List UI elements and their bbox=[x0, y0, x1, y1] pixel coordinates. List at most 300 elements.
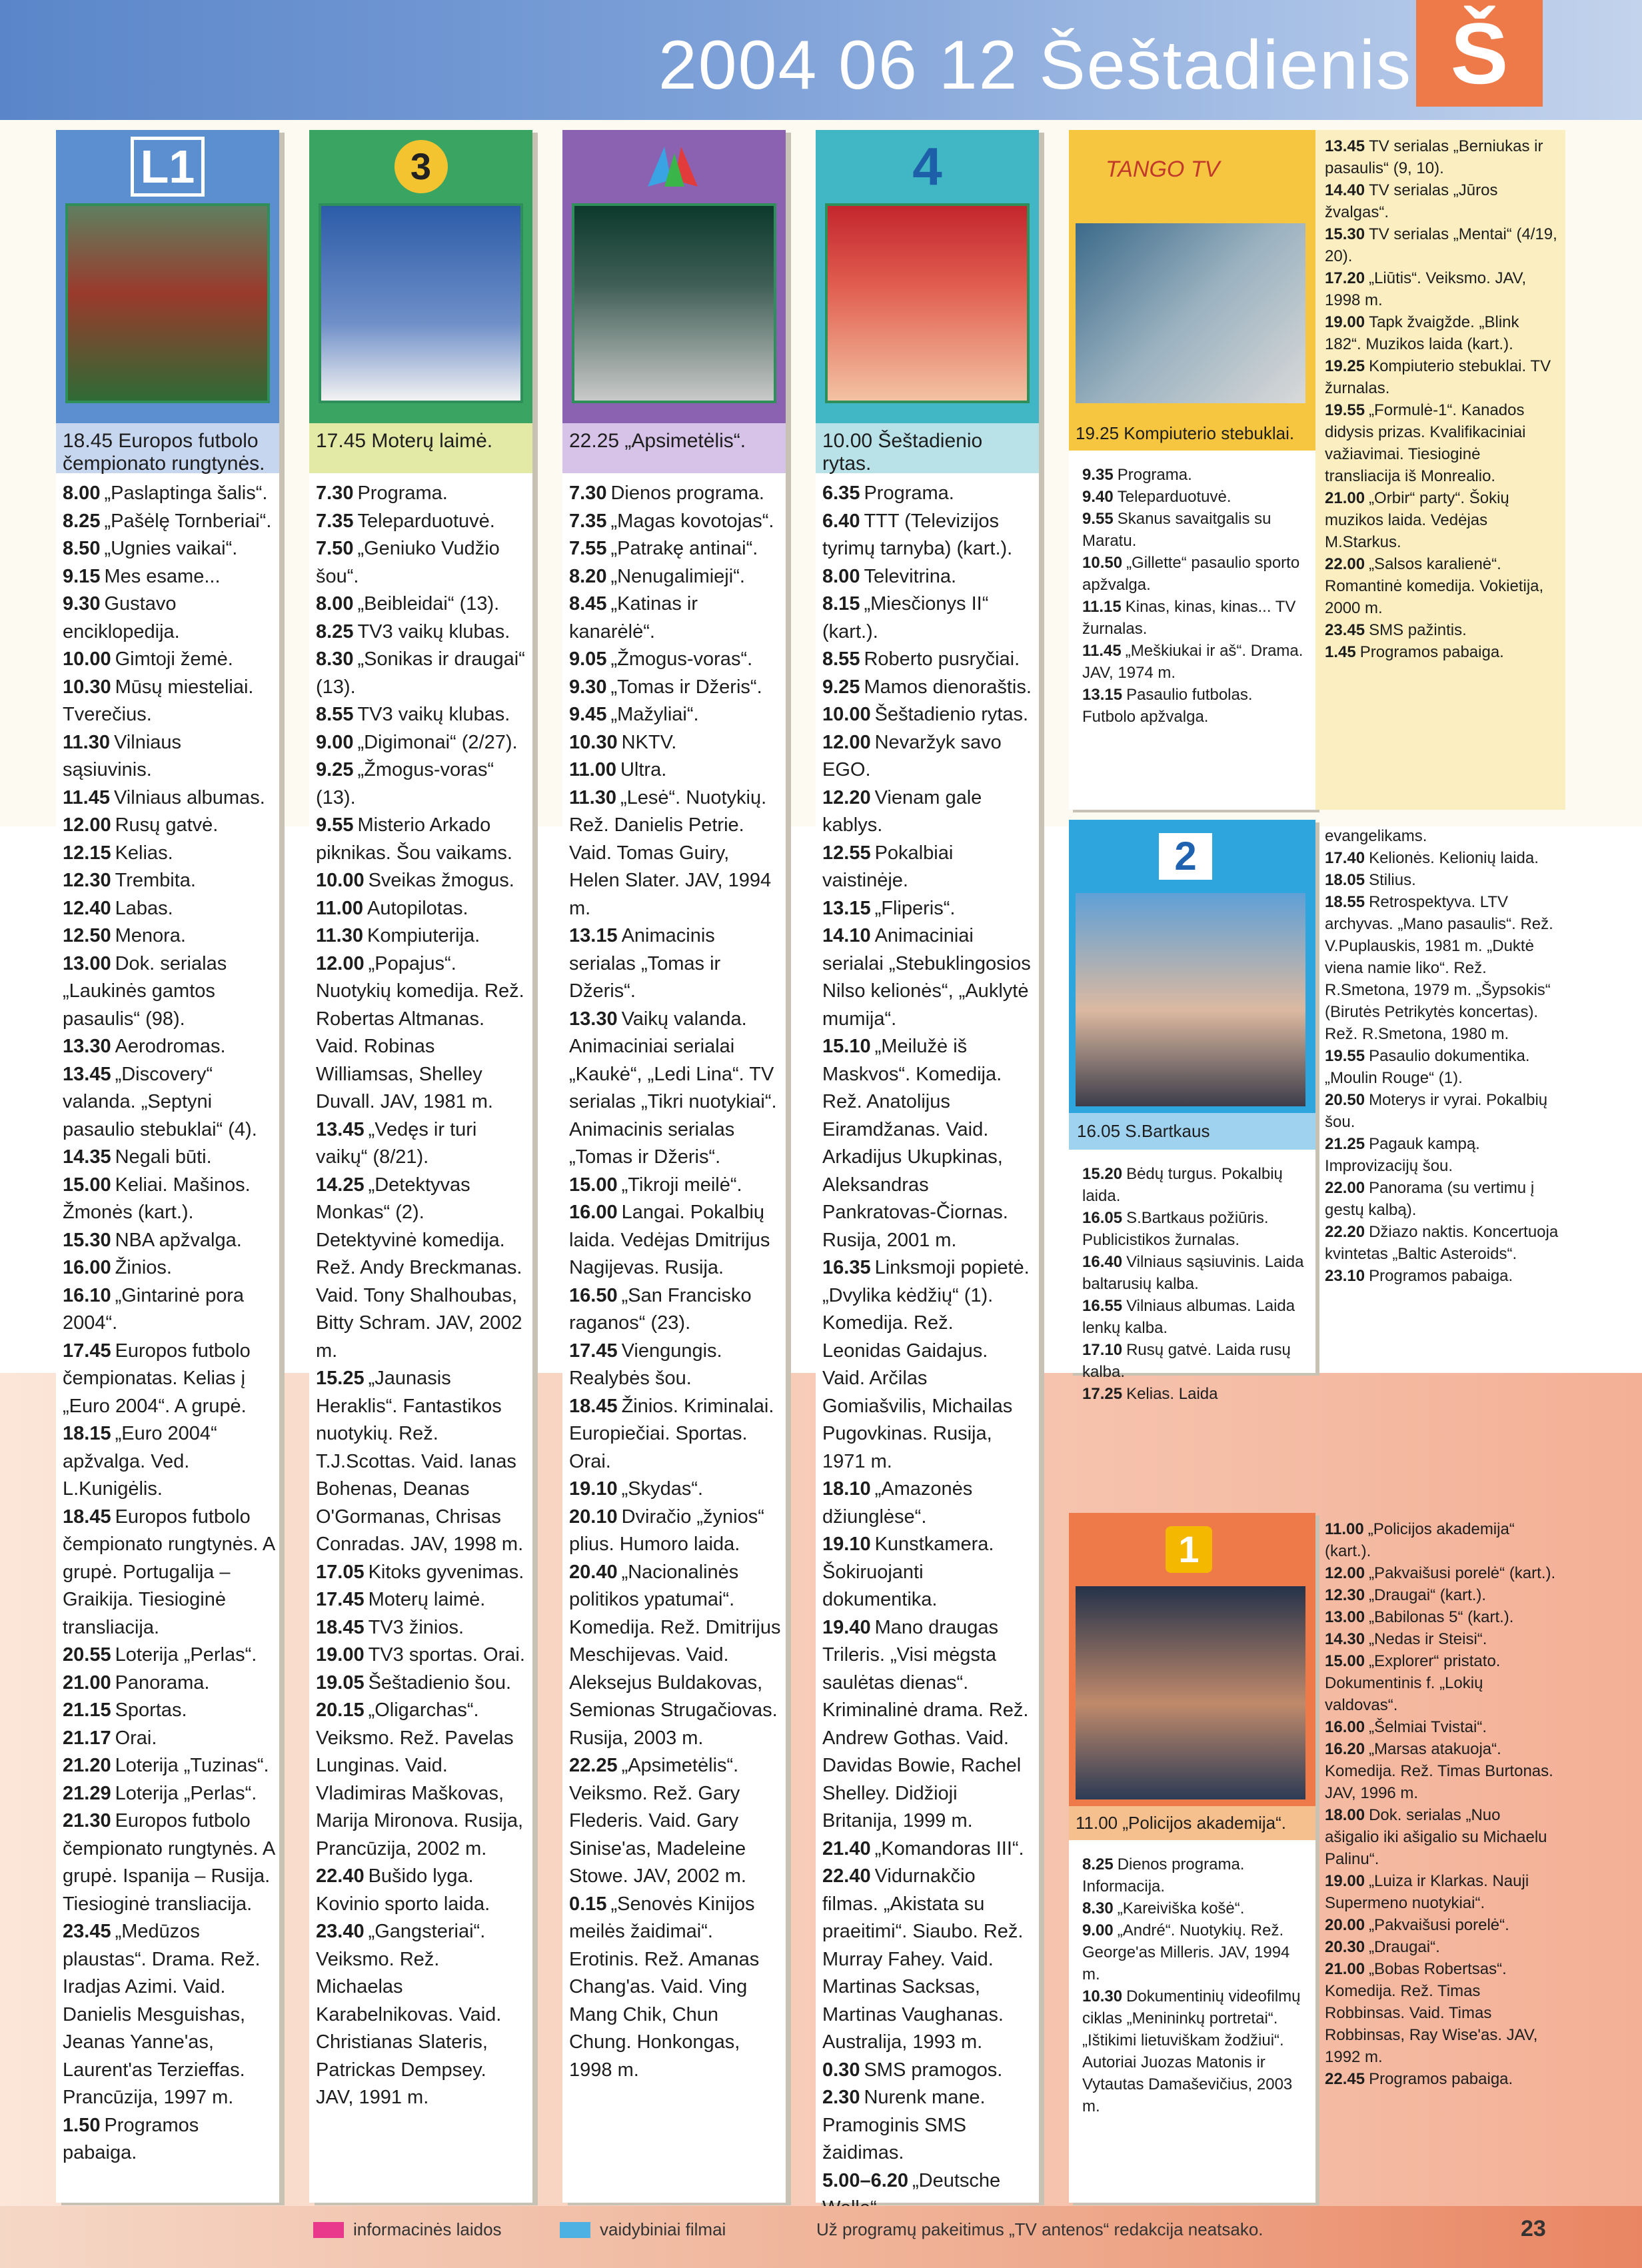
schedule-entry bbox=[1325, 891, 1559, 1045]
channel-header bbox=[309, 130, 532, 427]
schedule-title: „Patrakę antinai“. bbox=[610, 538, 758, 559]
schedule-time: 13.00 bbox=[1325, 1608, 1365, 1626]
presenter-photo bbox=[319, 203, 523, 403]
schedule-title: „Miesčionys II“ (kart.). bbox=[822, 593, 989, 642]
schedule-entry bbox=[316, 1116, 528, 1172]
schedule-time: 18.05 bbox=[1325, 871, 1365, 889]
schedule-entry bbox=[316, 950, 528, 1116]
schedule-time: 15.00 bbox=[1325, 1652, 1365, 1670]
channel-logo bbox=[56, 130, 279, 203]
tv1-schedule bbox=[1069, 1840, 1315, 2117]
schedule-entry bbox=[1082, 1295, 1309, 1339]
schedule-time: 20.15 bbox=[316, 1700, 365, 1721]
schedule-entry bbox=[63, 1670, 275, 1698]
schedule-time: 21.00 bbox=[1325, 1960, 1365, 1978]
schedule-time: 8.25 bbox=[63, 510, 101, 532]
schedule-title: TV serialas „Mentai“ (4/19, 20). bbox=[1325, 225, 1557, 265]
schedule-entry bbox=[316, 895, 528, 923]
schedule-title: „Pakvaišusi porelė“. bbox=[1369, 1916, 1509, 1934]
schedule-time: 16.50 bbox=[569, 1284, 618, 1306]
schedule-entry bbox=[1082, 1383, 1309, 1405]
schedule-time: 7.50 bbox=[316, 538, 354, 559]
schedule-entry bbox=[63, 1725, 275, 1753]
schedule-time: 18.45 bbox=[63, 1506, 111, 1528]
schedule-title: Sveikas žmogus. bbox=[368, 870, 514, 891]
schedule-time: 16.10 bbox=[63, 1284, 111, 1306]
schedule-entry bbox=[569, 563, 782, 591]
schedule-entry bbox=[63, 922, 275, 950]
schedule-entry bbox=[316, 1586, 528, 1614]
schedule-title: „Pašėlę Tornberiai“. bbox=[104, 510, 272, 532]
channel-caption: 10.00 Šeštadienio rytas. bbox=[816, 423, 1039, 473]
channel-caption: 22.25 „Apsimetėlis“. bbox=[562, 423, 786, 473]
schedule-entry bbox=[63, 1172, 275, 1227]
schedule-time: 12.20 bbox=[822, 786, 871, 808]
schedule-entry bbox=[1082, 1251, 1309, 1295]
schedule-entry bbox=[1082, 464, 1309, 486]
schedule-entry bbox=[63, 1642, 275, 1670]
schedule-entry bbox=[63, 646, 275, 674]
schedule-title: „Formulė-1“. Kanados didysis prizas. Kvalifikaciniai važiavimai. Tiesioginė transliacija iš Monrealio. bbox=[1325, 401, 1526, 485]
schedule-time: 10.30 bbox=[63, 676, 111, 698]
schedule-time: 15.10 bbox=[822, 1036, 871, 1057]
schedule-entry bbox=[822, 563, 1035, 591]
schedule-title: Nevaržyk savo EGO. bbox=[822, 731, 1002, 780]
schedule-title: Labas. bbox=[115, 897, 173, 919]
schedule-entry bbox=[316, 646, 528, 701]
schedule-time: 10.00 bbox=[822, 704, 871, 725]
schedule-time: 19.10 bbox=[822, 1534, 871, 1555]
schedule-title: Gimtoji žemė. bbox=[115, 648, 233, 670]
schedule-time: 9.55 bbox=[1082, 510, 1114, 528]
schedule-time: 19.00 bbox=[316, 1644, 365, 1666]
schedule-entry bbox=[316, 508, 528, 536]
schedule-time: 18.00 bbox=[1325, 1806, 1365, 1824]
schedule-entry bbox=[63, 1780, 275, 1808]
schedule-time: 21.29 bbox=[63, 1782, 111, 1804]
schedule-title: SMS pažintis. bbox=[1369, 621, 1467, 639]
tango-schedule bbox=[1069, 451, 1315, 728]
schedule-title: Vilniaus albumas. bbox=[113, 786, 265, 808]
schedule-time: 14.40 bbox=[1325, 181, 1365, 199]
schedule-title: Rusų gatvė. bbox=[115, 814, 219, 836]
schedule-title: „Jaunasis Heraklis“. Fantastikos nuotykių. Rež. T.J.Scottas. Vaid. Ianas Bohenas, Deanas O'Gormanas, Chrisas Conradas. JAV, 1998 m. bbox=[316, 1368, 524, 1555]
schedule-title: „Euro 2004“ apžvalga. Ved. L.Kunigėlis. bbox=[63, 1423, 217, 1500]
schedule-entry bbox=[822, 646, 1035, 674]
schedule-title: Kelionės. Kelionių laida. bbox=[1369, 849, 1539, 867]
schedule-time: 8.00 bbox=[316, 593, 354, 614]
schedule-time: 7.30 bbox=[316, 483, 354, 504]
schedule-time: 16.00 bbox=[569, 1202, 618, 1223]
schedule-entry bbox=[569, 480, 782, 508]
schedule-entry bbox=[63, 1254, 275, 1282]
schedule-entry bbox=[1082, 1853, 1309, 1897]
schedule-title: Kunstkamera. Šokiruojanti dokumentika. bbox=[822, 1534, 994, 1610]
schedule-entry bbox=[569, 646, 782, 674]
schedule-time: 16.55 bbox=[1082, 1297, 1123, 1315]
schedule-time: 23.10 bbox=[1325, 1267, 1365, 1285]
schedule-time: 8.55 bbox=[822, 648, 860, 670]
schedule-time: 18.15 bbox=[63, 1423, 111, 1444]
schedule-entry bbox=[1325, 1914, 1559, 1936]
schedule-time: 15.00 bbox=[63, 1174, 111, 1196]
footer-note-text: Už programų pakeitimus „TV antenos“ redakcija neatsako. bbox=[816, 2219, 1263, 2239]
day-badge: Š bbox=[1416, 0, 1543, 107]
channel-column-lnk bbox=[562, 130, 786, 2203]
schedule-title: „Luiza ir Klarkas. Nauji Supermeno nuotykiai“. bbox=[1325, 1872, 1529, 1912]
tv1-panel bbox=[1069, 1513, 1315, 2203]
schedule-time: 15.25 bbox=[316, 1368, 365, 1389]
schedule-time: 11.30 bbox=[63, 731, 110, 753]
schedule-title: „Beibleidai“ (13). bbox=[357, 593, 500, 614]
schedule-time: 9.15 bbox=[63, 565, 101, 587]
schedule-title: Programos pabaiga. bbox=[1359, 643, 1504, 661]
schedule-entry bbox=[1325, 1584, 1559, 1606]
schedule-title: Langai. Pokalbių laida. Vedėjas Dmitrijus Nagijevas. Rusija. bbox=[569, 1202, 770, 1278]
schedule-title: „Nacionalinės politikos ypatumai“. Komedija. Rež. Dmitrijus Meschijevas. Vaid. Aleksejus Buldakovas, Semionas Strugačiovas. Rusija, 2003 m. bbox=[569, 1561, 781, 1749]
actor-photo bbox=[572, 203, 776, 403]
schedule-entry bbox=[822, 508, 1035, 563]
schedule-time: 8.25 bbox=[316, 620, 354, 642]
schedule-title: Mūsų miesteliai. Tverečius. bbox=[63, 676, 254, 725]
schedule-title: Nurenk mane. Pramoginis SMS žaidimas. bbox=[822, 2087, 986, 2163]
schedule-time: 9.05 bbox=[569, 648, 607, 670]
schedule-title: „Medūzos plaustas“. Drama. Rež. Iradjas Azimi. Vaid. Danielis Mesguishas, Jeanas Yanne'as, Laurent'as Terzieffas. Prancūzija, 1997 m. bbox=[63, 1921, 261, 2108]
schedule-entry bbox=[822, 2057, 1035, 2085]
schedule-time: 12.00 bbox=[63, 814, 111, 836]
schedule-time: 12.55 bbox=[822, 842, 871, 864]
schedule-title: Kelias. Laida bbox=[1126, 1385, 1218, 1403]
schedule-entry bbox=[569, 922, 782, 1006]
computer-photo bbox=[1076, 223, 1305, 403]
schedule-title: Kelias. bbox=[115, 842, 173, 864]
schedule-time: 16.00 bbox=[1325, 1718, 1365, 1736]
schedule-time: 13.45 bbox=[316, 1118, 365, 1140]
schedule-entry bbox=[569, 1559, 782, 1753]
legend-film bbox=[560, 2219, 726, 2240]
schedule-entry bbox=[1325, 1221, 1559, 1265]
schedule-entry bbox=[63, 812, 275, 840]
lnk-logo-icon bbox=[634, 140, 714, 193]
schedule-entry bbox=[822, 1863, 1035, 2057]
schedule-title: Dienos programa. bbox=[610, 483, 764, 504]
football-photo bbox=[65, 203, 270, 403]
schedule-title: S.Bartkaus požiūris. Publicistikos žurnalas. bbox=[1082, 1209, 1269, 1249]
schedule-title: SMS pramogos. bbox=[864, 2059, 1003, 2081]
schedule-title: Vidurnakčio filmas. „Akistata su praeitimi“. Siaubo. Rež. Murray Fahey. Vaid. Martinas Sacksas, Martinas Vaughanas. Australija, 1993 m. bbox=[822, 1865, 1024, 2053]
tango-right-schedule bbox=[1315, 130, 1565, 663]
schedule-time: 17.45 bbox=[569, 1340, 618, 1362]
schedule-title: „Meškiukai ir aš“. Drama. JAV, 1974 m. bbox=[1082, 642, 1303, 682]
schedule-time: 1.50 bbox=[63, 2114, 101, 2136]
schedule-entry bbox=[63, 535, 275, 563]
schedule-time: 11.30 bbox=[316, 925, 363, 946]
channel-logo bbox=[309, 130, 532, 203]
tango-logo: TANGO TV bbox=[1106, 157, 1220, 182]
schedule-time: 18.10 bbox=[822, 1478, 871, 1500]
schedule-time: 21.00 bbox=[63, 1672, 111, 1694]
schedule-entry bbox=[569, 1172, 782, 1200]
channel-caption: 18.45 Europos futbolo čempionato rungtynės. bbox=[56, 423, 279, 473]
schedule-time: 17.25 bbox=[1082, 1385, 1123, 1403]
schedule-time: 22.25 bbox=[569, 1755, 618, 1776]
schedule-title: Bėdų turgus. Pokalbių laida. bbox=[1082, 1165, 1283, 1205]
schedule-time: 15.30 bbox=[63, 1229, 111, 1251]
schedule-time: 20.40 bbox=[569, 1561, 618, 1583]
schedule-title: Roberto pusryčiai. bbox=[864, 648, 1020, 670]
schedule-entry bbox=[822, 701, 1035, 729]
schedule-entry bbox=[822, 729, 1035, 784]
schedule-title: TV serialas „Jūros žvalgas“. bbox=[1325, 181, 1498, 221]
schedule-title: „Katinas ir kanarėlė“. bbox=[569, 593, 698, 642]
ltv2-right-schedule bbox=[1315, 820, 1565, 1287]
schedule-entry bbox=[63, 867, 275, 895]
schedule-title: „Babilonas 5“ (kart.). bbox=[1369, 1608, 1514, 1626]
schedule-title: Programos pabaiga. bbox=[63, 2114, 199, 2163]
schedule-time: 1.45 bbox=[1325, 643, 1356, 661]
schedule-title: Vaikų valanda. Animaciniai serialai „Kaukė“, „Ledi Lina“. TV serialas „Tikri nuotykiai“. Animacinis serialas „Tomas ir Džeris“. bbox=[569, 1008, 777, 1168]
channel-column-lrt bbox=[56, 130, 279, 2203]
schedule-title: Žinios. bbox=[115, 1257, 172, 1278]
schedule-entry bbox=[569, 1504, 782, 1559]
tv1-right-panel bbox=[1315, 1513, 1565, 2203]
schedule-title: „Šelmiai Tvistai“. bbox=[1369, 1718, 1487, 1736]
schedule-entry bbox=[63, 1752, 275, 1780]
schedule-time: 16.05 bbox=[1082, 1209, 1123, 1227]
schedule-title: Mamos dienoraštis. bbox=[864, 676, 1032, 698]
schedule-title: Ultra. bbox=[620, 759, 667, 780]
schedule-time: 7.55 bbox=[569, 538, 607, 559]
schedule-time: 9.00 bbox=[316, 731, 354, 753]
schedule-entry bbox=[316, 1642, 528, 1670]
schedule-time: 19.55 bbox=[1325, 1047, 1365, 1065]
schedule-title: Keliai. Mašinos. Žmonės (kart.). bbox=[63, 1174, 251, 1223]
schedule-time: 18.45 bbox=[569, 1395, 618, 1417]
schedule-entry bbox=[63, 1697, 275, 1725]
schedule-time: 20.50 bbox=[1325, 1091, 1365, 1109]
schedule-time: 10.30 bbox=[1082, 1987, 1123, 2005]
schedule-entry bbox=[569, 1891, 782, 2085]
schedule-entry bbox=[569, 701, 782, 729]
legend-info-label: informacinės laidos bbox=[353, 2219, 502, 2239]
schedule-title: TV3 vaikų klubas. bbox=[357, 620, 510, 642]
schedule-title: „André“. Nuotykių. Rež. George'as Milleris. JAV, 1994 m. bbox=[1082, 1921, 1290, 1983]
schedule-time: 8.45 bbox=[569, 593, 607, 614]
schedule-title: Kompiuterija. bbox=[367, 925, 480, 946]
tv1-caption: 11.00 „Policijos akademija“. bbox=[1069, 1806, 1315, 1840]
schedule-time: 17.20 bbox=[1325, 269, 1365, 287]
schedule-entry bbox=[569, 784, 782, 923]
schedule-title: TV3 sportas. Orai. bbox=[368, 1644, 525, 1666]
channel-header bbox=[562, 130, 786, 427]
schedule-time: 11.00 bbox=[1325, 1520, 1364, 1538]
schedule-title: „Geniuko Vudžio šou“. bbox=[316, 538, 500, 587]
schedule-title: „Skydas“. bbox=[621, 1478, 704, 1500]
schedule-time: 12.30 bbox=[63, 870, 111, 891]
ltv2-panel bbox=[1069, 820, 1315, 1403]
schedule-time: 6.35 bbox=[822, 483, 860, 504]
schedule-entry bbox=[316, 1670, 528, 1698]
schedule-entry bbox=[1325, 1936, 1559, 1958]
schedule-time: 22.00 bbox=[1325, 555, 1365, 573]
schedule-time: 21.20 bbox=[63, 1755, 111, 1776]
schedule-time: 9.00 bbox=[1082, 1921, 1114, 1939]
schedule-title: Loterija „Perlas“. bbox=[115, 1644, 257, 1666]
schedule-title: „Orbir“ party“. Šokių muzikos laida. Vedėjas M.Starkus. bbox=[1325, 489, 1509, 551]
page-date: 2004 06 12 Šeštadienis bbox=[658, 27, 1412, 104]
schedule-title: Vilniaus sąsiuvinis. bbox=[63, 731, 182, 780]
schedule-title: NKTV. bbox=[621, 731, 677, 753]
schedule-title: „Salsos karalienė“. Romantinė komedija. Vokietija, 2000 m. bbox=[1325, 555, 1544, 617]
schedule-title: „Žmogus-voras“ (13). bbox=[316, 759, 494, 808]
schedule-entry bbox=[63, 563, 275, 591]
schedule-time: 8.00 bbox=[63, 483, 101, 504]
schedule-title: Šeštadienio rytas. bbox=[874, 704, 1029, 725]
schedule-time: 18.45 bbox=[316, 1616, 365, 1638]
schedule-entry bbox=[569, 535, 782, 563]
schedule-entry bbox=[1325, 619, 1559, 641]
schedule-time: 10.00 bbox=[316, 870, 365, 891]
schedule-time: 21.17 bbox=[63, 1727, 111, 1749]
schedule-entry bbox=[63, 1504, 275, 1642]
schedule-time: 9.30 bbox=[569, 676, 607, 698]
schedule-title: Pokalbiai vaistinėje. bbox=[822, 842, 954, 891]
schedule-title: Linksmoji popietė. „Dvylika kėdžių“ (1). Komedija. Rež. Leonidas Gaidajus. Vaid. Arčilas Gomiašvilis, Michailas Pugovkinas. Rusija, 1971 m. bbox=[822, 1257, 1030, 1472]
tv1-logo: 1 bbox=[1166, 1526, 1212, 1573]
schedule-entry bbox=[1325, 311, 1559, 355]
schedule-entry bbox=[569, 674, 782, 702]
schedule-title: „Explorer“ pristato. Dokumentinis f. „Lokių valdovas“. bbox=[1325, 1652, 1501, 1714]
schedule-entry bbox=[822, 1254, 1035, 1476]
schedule-entry bbox=[822, 2084, 1035, 2167]
schedule-title: Mano draugas Trileris. „Visi mėgsta saulėtas dienas“. Kriminalinė drama. Rež. Andrew Gothas. Vaid. Davidas Bowie, Rachel Shelley. Didžioji Britanija, 1999 m. bbox=[822, 1616, 1029, 1831]
ltv2-schedule bbox=[1069, 1150, 1315, 1405]
schedule-time: 11.45 bbox=[63, 786, 110, 808]
schedule-entry bbox=[63, 1061, 275, 1144]
schedule-entry bbox=[1082, 1207, 1309, 1251]
schedule-entry bbox=[569, 1282, 782, 1338]
schedule-time: 7.30 bbox=[569, 483, 607, 504]
schedule-time: 5.00–6.20 bbox=[822, 2169, 909, 2191]
schedule-time: 2.30 bbox=[822, 2087, 860, 2108]
channel-header bbox=[56, 130, 279, 427]
schedule-time: 8.30 bbox=[1082, 1899, 1114, 1917]
schedule-title: „Paslaptinga šalis“. bbox=[104, 483, 268, 504]
schedule-time: 13.15 bbox=[569, 925, 618, 946]
schedule-entry bbox=[316, 1918, 528, 2112]
schedule-title: Misterio Arkado piknikas. Šou vaikams. bbox=[316, 814, 512, 864]
schedule-entry bbox=[822, 590, 1035, 646]
schedule-title: „Magas kovotojas“. bbox=[610, 510, 774, 532]
schedule-entry bbox=[822, 1033, 1035, 1254]
schedule-entry bbox=[1082, 1339, 1309, 1383]
schedule-time: 0.15 bbox=[569, 1893, 607, 1915]
schedule-title: „Lesė“. Nuotykių. Rež. Danielis Petrie. Vaid. Tomas Guiry, Helen Slater. JAV, 1994 m. bbox=[569, 786, 772, 919]
schedule-entry bbox=[1325, 847, 1559, 869]
schedule-time: 15.00 bbox=[569, 1174, 618, 1196]
schedule-title: Kitoks gyvenimas. bbox=[368, 1561, 524, 1583]
schedule-time: 11.15 bbox=[1082, 598, 1122, 616]
schedule-title: „Tikroji meilė“. bbox=[621, 1174, 742, 1196]
schedule-entry bbox=[1082, 508, 1309, 552]
schedule-time: 10.50 bbox=[1082, 554, 1123, 572]
schedule-entry bbox=[1325, 1628, 1559, 1650]
schedule-title: „Meilužė iš Maskvos“. Komedija. Rež. Anatolijus Eiramdžanas. Vaid. Arkadijus Ukupkinas, Aleksandras Pankratovas-Čiornas. Rusija, 2001 m. bbox=[822, 1036, 1008, 1251]
channel-column-btv bbox=[816, 130, 1039, 2203]
schedule-entry bbox=[63, 1420, 275, 1504]
schedule-time: 19.55 bbox=[1325, 401, 1365, 419]
schedule-time: 13.45 bbox=[1325, 137, 1365, 155]
schedule-entry bbox=[1325, 399, 1559, 487]
schedule-title: TTT (Televizijos tyrimų tarnyba) (kart.). bbox=[822, 510, 1013, 559]
schedule-title: „Apsimetėlis“. Veiksmo. Rež. Gary Flederis. Vaid. Gary Sinise'as, Madeleine Stowe. JAV, 2002 m. bbox=[569, 1755, 746, 1887]
schedule-entry bbox=[316, 867, 528, 895]
page-number: 23 bbox=[1521, 2216, 1546, 2241]
schedule-time: 8.50 bbox=[63, 538, 101, 559]
schedule-time: 12.00 bbox=[822, 731, 871, 753]
schedule-entry bbox=[1082, 1919, 1309, 1985]
schedule-time: 10.00 bbox=[63, 648, 111, 670]
schedule-entry bbox=[1325, 1716, 1559, 1738]
schedule-time: 22.00 bbox=[1325, 1179, 1365, 1197]
channel-schedule bbox=[63, 480, 275, 2167]
schedule-entry bbox=[569, 756, 782, 784]
schedule-time: 22.40 bbox=[316, 1865, 365, 1887]
ltv2-right-panel bbox=[1315, 820, 1565, 1373]
schedule-time: 9.35 bbox=[1082, 466, 1114, 484]
schedule-entry bbox=[1325, 1089, 1559, 1133]
schedule-time: 7.35 bbox=[316, 510, 354, 532]
schedule-entry bbox=[1325, 223, 1559, 267]
schedule-title: Dok. serialas „Nuo ašigalio iki ašigalio su Michaelu Palinu“. bbox=[1325, 1806, 1547, 1868]
schedule-title: Dok. serialas „Laukinės gamtos pasaulis“ (98). bbox=[63, 952, 227, 1030]
schedule-title: „Policijos akademija“ (kart.). bbox=[1325, 1520, 1515, 1560]
schedule-title: „Popajus“. Nuotykių komedija. Rež. Robertas Altmanas. Vaid. Robinas Williamsas, Shelley Duvall. JAV, 1981 m. bbox=[316, 952, 524, 1112]
schedule-title: TV3 vaikų klubas. bbox=[357, 704, 510, 725]
schedule-time: 11.45 bbox=[1082, 642, 1122, 660]
tango-right-panel bbox=[1315, 130, 1565, 810]
schedule-title: Animaciniai serialai „Stebuklingosios Nilso kelionės“, „Auklytė mumija“. bbox=[822, 925, 1031, 1030]
logo-text: 4 bbox=[912, 137, 942, 196]
schedule-time: 7.35 bbox=[569, 510, 607, 532]
schedule-title: Teleparduotuvė. bbox=[1117, 488, 1232, 506]
schedule-title: „Marsas atakuoja“. Komedija. Rež. Timas Burtonas. JAV, 1996 m. bbox=[1325, 1740, 1553, 1802]
schedule-time: 0.30 bbox=[822, 2059, 860, 2081]
schedule-entry bbox=[1082, 1163, 1309, 1207]
schedule-title: „Komandoras III“. bbox=[874, 1837, 1024, 1859]
schedule-title: Animacinis serialas „Tomas ir Džeris“. bbox=[569, 925, 721, 1002]
schedule-title: Džiazo naktis. Koncertuoja kvintetas „Baltic Asteroids“. bbox=[1325, 1223, 1559, 1263]
schedule-entry bbox=[63, 2112, 275, 2167]
schedule-title: Teleparduotuvė. bbox=[357, 510, 495, 532]
schedule-time: 20.55 bbox=[63, 1644, 111, 1666]
schedule-time: 21.15 bbox=[63, 1700, 111, 1721]
schedule-title: Šeštadienio šou. bbox=[368, 1672, 512, 1694]
schedule-time: 22.45 bbox=[1325, 2070, 1365, 2088]
schedule-time: 10.30 bbox=[569, 731, 618, 753]
schedule-entry bbox=[1325, 1738, 1559, 1804]
schedule-entry bbox=[569, 1476, 782, 1504]
schedule-time: 8.55 bbox=[316, 704, 354, 725]
schedule-time: 17.40 bbox=[1325, 849, 1365, 867]
schedule-time: 21.00 bbox=[1325, 489, 1365, 507]
schedule-time: 15.20 bbox=[1082, 1165, 1123, 1183]
schedule-time: 15.30 bbox=[1325, 225, 1365, 243]
schedule-entry bbox=[822, 1531, 1035, 1614]
schedule-entry bbox=[316, 812, 528, 867]
schedule-entry bbox=[63, 1033, 275, 1061]
schedule-entry bbox=[822, 1476, 1035, 1531]
